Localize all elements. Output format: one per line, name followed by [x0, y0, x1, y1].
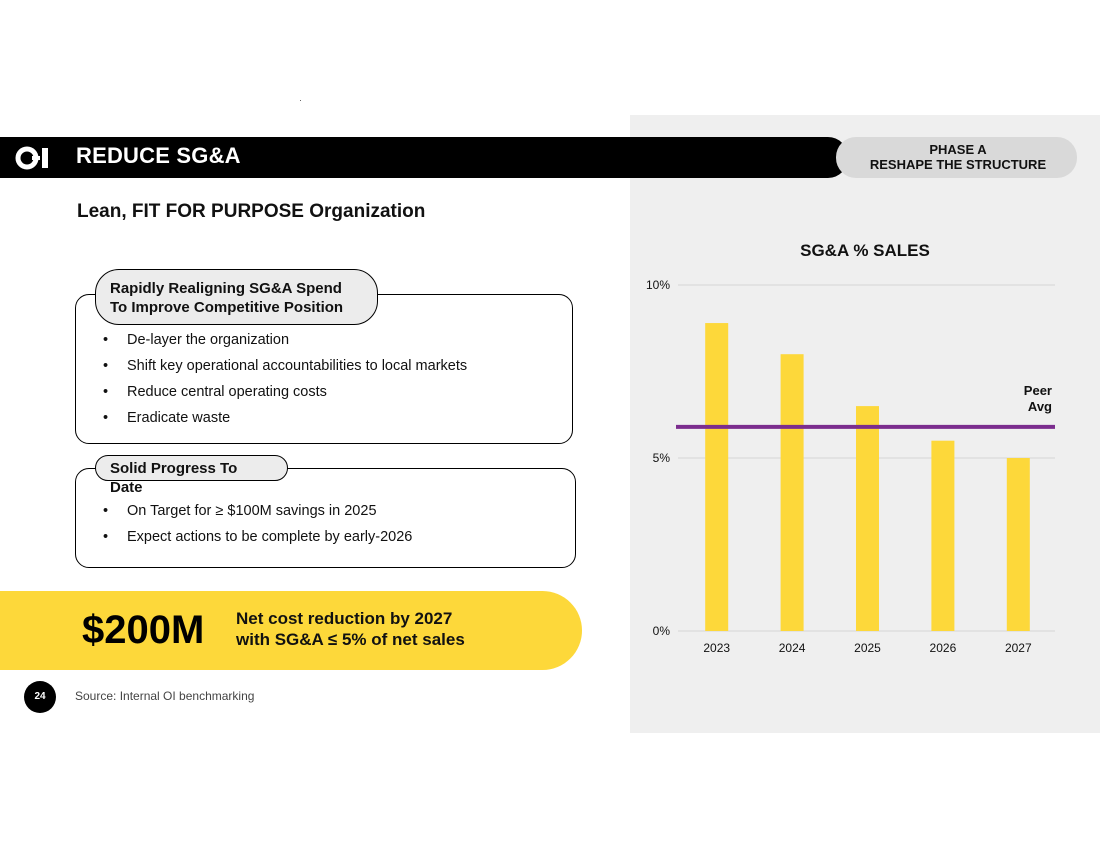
realign-pill-line1: Rapidly Realigning SG&A Spend: [110, 280, 342, 297]
x-tick-label: 2027: [1004, 641, 1032, 655]
source-note: Source: Internal OI benchmarking: [75, 689, 255, 703]
peer-avg-label-line1: Peer: [1023, 383, 1052, 398]
savings-line1: Net cost reduction by 2027: [236, 609, 453, 628]
list-item: • Eradicate waste: [101, 405, 467, 431]
stray-dot: [300, 100, 301, 101]
peer-avg-label: [1000, 383, 1052, 415]
savings-line2: with SG&A ≤ 5% of net sales: [236, 630, 465, 649]
list-item: • Expect actions to be complete by early-2026: [101, 524, 412, 550]
page-title: REDUCE SG&A: [76, 143, 241, 168]
progress-pill: Solid Progress To Date: [95, 455, 288, 481]
list-item: • Shift key operational accountabilities to local markets: [101, 353, 467, 379]
realign-pill-line2: To Improve Competitive Position: [110, 299, 344, 316]
bar: [1007, 458, 1030, 631]
list-item: • Reduce central operating costs: [101, 379, 467, 405]
sga-bar-chart: [630, 230, 1100, 670]
progress-bullet-list: [101, 498, 412, 550]
realign-bullet-list: [101, 327, 467, 431]
x-tick-label: 2024: [778, 641, 806, 655]
list-item: • De-layer the organization: [101, 327, 467, 353]
oi-logo-icon: [15, 146, 55, 170]
savings-amount: $200M: [82, 608, 205, 652]
realign-pill: [95, 269, 378, 325]
phase-label-line1: PHASE A: [929, 142, 987, 157]
page-number-badge: 24: [24, 681, 56, 713]
savings-description: [236, 608, 465, 650]
y-tick-label: 10%: [645, 278, 670, 292]
chart-title: SG&A % SALES: [800, 241, 930, 260]
y-tick-label: 0%: [652, 624, 670, 638]
section-subtitle: Lean, FIT FOR PURPOSE Organization: [77, 201, 426, 222]
x-tick-label: 2023: [703, 641, 731, 655]
y-tick-label: 5%: [652, 451, 670, 465]
phase-label: [848, 142, 1068, 172]
bar: [931, 441, 954, 631]
phase-label-line2: RESHAPE THE STRUCTURE: [869, 157, 1047, 172]
bar: [856, 406, 879, 631]
bar: [705, 323, 728, 631]
peer-avg-label-line2: Avg: [1027, 399, 1052, 414]
bar: [781, 354, 804, 631]
list-item: • On Target for ≥ $100M savings in 2025: [101, 498, 412, 524]
x-tick-label: 2026: [929, 641, 957, 655]
x-tick-label: 2025: [854, 641, 881, 655]
